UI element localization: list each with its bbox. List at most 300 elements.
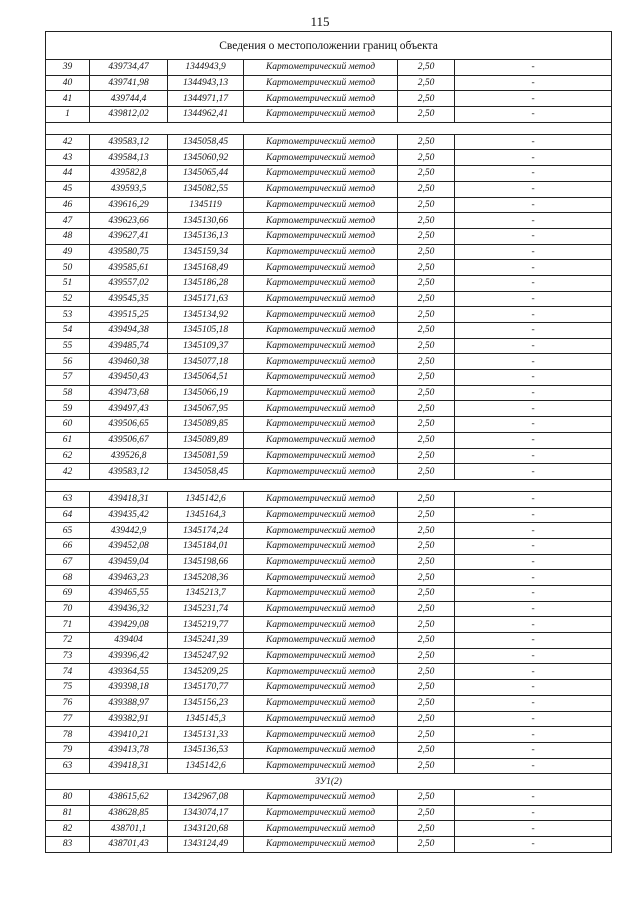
y-coordinate-cell: 1345066,19	[168, 385, 244, 401]
table-row	[46, 821, 612, 837]
description-cell: -	[455, 837, 612, 853]
method-cell: Картометрический метод	[244, 228, 398, 244]
description-cell: -	[455, 805, 612, 821]
x-coordinate-cell: 439526,8	[90, 448, 168, 464]
accuracy-cell: 2,50	[398, 244, 455, 260]
description-cell: -	[455, 680, 612, 696]
point-number-cell: 60	[46, 417, 90, 433]
table-row	[46, 448, 612, 464]
x-coordinate-cell: 439623,66	[90, 213, 168, 229]
description-cell: -	[455, 228, 612, 244]
method-cell: Картометрический метод	[244, 291, 398, 307]
method-cell: Картометрический метод	[244, 648, 398, 664]
y-coordinate-cell: 1343120,68	[168, 821, 244, 837]
x-coordinate-cell: 439545,35	[90, 291, 168, 307]
accuracy-cell: 2,50	[398, 523, 455, 539]
method-cell: Картометрический метод	[244, 805, 398, 821]
accuracy-cell: 2,50	[398, 197, 455, 213]
table-row	[46, 523, 612, 539]
y-coordinate-cell: 1345067,95	[168, 401, 244, 417]
y-coordinate-cell: 1345159,34	[168, 244, 244, 260]
point-number-cell: 45	[46, 181, 90, 197]
point-number-cell: 68	[46, 570, 90, 586]
point-number-cell: 69	[46, 586, 90, 602]
description-cell: -	[455, 401, 612, 417]
method-cell: Картометрический метод	[244, 523, 398, 539]
accuracy-cell: 2,50	[398, 134, 455, 150]
method-cell: Картометрический метод	[244, 742, 398, 758]
y-coordinate-cell: 1343074,17	[168, 805, 244, 821]
x-coordinate-cell: 439583,12	[90, 134, 168, 150]
x-coordinate-cell: 439494,38	[90, 323, 168, 339]
y-coordinate-cell: 1345130,66	[168, 213, 244, 229]
x-coordinate-cell: 439473,68	[90, 385, 168, 401]
point-number-cell: 75	[46, 680, 90, 696]
method-cell: Картометрический метод	[244, 91, 398, 107]
y-coordinate-cell: 1345219,77	[168, 617, 244, 633]
section-separator	[46, 122, 612, 134]
description-cell: -	[455, 370, 612, 386]
x-coordinate-cell: 439465,55	[90, 586, 168, 602]
x-coordinate-cell: 439593,5	[90, 181, 168, 197]
method-cell: Картометрический метод	[244, 601, 398, 617]
point-number-cell: 62	[46, 448, 90, 464]
point-number-cell: 46	[46, 197, 90, 213]
accuracy-cell: 2,50	[398, 695, 455, 711]
point-number-cell: 63	[46, 491, 90, 507]
table-row	[46, 150, 612, 166]
y-coordinate-cell: 1345082,55	[168, 181, 244, 197]
x-coordinate-cell: 439418,31	[90, 758, 168, 774]
y-coordinate-cell: 1345213,7	[168, 586, 244, 602]
description-cell: -	[455, 727, 612, 743]
point-number-cell: 50	[46, 260, 90, 276]
description-cell: -	[455, 75, 612, 91]
description-cell: -	[455, 586, 612, 602]
table-row	[46, 711, 612, 727]
point-number-cell: 72	[46, 633, 90, 649]
x-coordinate-cell: 439485,74	[90, 338, 168, 354]
y-coordinate-cell: 1344962,41	[168, 107, 244, 123]
table-row	[46, 464, 612, 480]
y-coordinate-cell: 1345058,45	[168, 464, 244, 480]
accuracy-cell: 2,50	[398, 370, 455, 386]
x-coordinate-cell: 439463,23	[90, 570, 168, 586]
x-coordinate-cell: 439436,32	[90, 601, 168, 617]
table-row	[46, 554, 612, 570]
accuracy-cell: 2,50	[398, 401, 455, 417]
x-coordinate-cell: 439582,8	[90, 166, 168, 182]
description-cell: -	[455, 291, 612, 307]
table-row	[46, 664, 612, 680]
y-coordinate-cell: 1344943,13	[168, 75, 244, 91]
y-coordinate-cell: 1345184,01	[168, 538, 244, 554]
point-number-cell: 58	[46, 385, 90, 401]
description-cell: -	[455, 417, 612, 433]
x-coordinate-cell: 439506,67	[90, 432, 168, 448]
table-row	[46, 432, 612, 448]
y-coordinate-cell: 1345186,28	[168, 275, 244, 291]
x-coordinate-cell: 439435,42	[90, 507, 168, 523]
table-row	[46, 586, 612, 602]
point-number-cell: 41	[46, 91, 90, 107]
table-row	[46, 601, 612, 617]
x-coordinate-cell: 439382,91	[90, 711, 168, 727]
y-coordinate-cell: 1345136,13	[168, 228, 244, 244]
point-number-cell: 81	[46, 805, 90, 821]
x-coordinate-cell: 439396,42	[90, 648, 168, 664]
point-number-cell: 71	[46, 617, 90, 633]
x-coordinate-cell: 439388,97	[90, 695, 168, 711]
accuracy-cell: 2,50	[398, 601, 455, 617]
y-coordinate-cell: 1345209,25	[168, 664, 244, 680]
accuracy-cell: 2,50	[398, 837, 455, 853]
x-coordinate-cell: 439497,43	[90, 401, 168, 417]
x-coordinate-cell: 438701,1	[90, 821, 168, 837]
description-cell: -	[455, 711, 612, 727]
table-row	[46, 633, 612, 649]
table-row	[46, 417, 612, 433]
x-coordinate-cell: 439418,31	[90, 491, 168, 507]
table-row	[46, 385, 612, 401]
table-row	[46, 75, 612, 91]
method-cell: Картометрический метод	[244, 166, 398, 182]
point-number-cell: 76	[46, 695, 90, 711]
method-cell: Картометрический метод	[244, 60, 398, 76]
y-coordinate-cell: 1345134,92	[168, 307, 244, 323]
point-number-cell: 59	[46, 401, 90, 417]
table-row	[46, 228, 612, 244]
accuracy-cell: 2,50	[398, 432, 455, 448]
table-title: Сведения о местоположении границ объекта	[46, 32, 612, 60]
point-number-cell: 51	[46, 275, 90, 291]
method-cell: Картометрический метод	[244, 821, 398, 837]
method-cell: Картометрический метод	[244, 385, 398, 401]
section-row	[46, 774, 612, 790]
description-cell: -	[455, 60, 612, 76]
method-cell: Картометрический метод	[244, 448, 398, 464]
point-number-cell: 74	[46, 664, 90, 680]
section-row	[46, 122, 612, 134]
description-cell: -	[455, 448, 612, 464]
method-cell: Картометрический метод	[244, 197, 398, 213]
table-row	[46, 837, 612, 853]
description-cell: -	[455, 181, 612, 197]
point-number-cell: 67	[46, 554, 90, 570]
method-cell: Картометрический метод	[244, 586, 398, 602]
description-cell: -	[455, 150, 612, 166]
method-cell: Картометрический метод	[244, 570, 398, 586]
section-row	[46, 479, 612, 491]
accuracy-cell: 2,50	[398, 260, 455, 276]
method-cell: Картометрический метод	[244, 789, 398, 805]
page-number: 115	[310, 14, 330, 29]
y-coordinate-cell: 1345241,39	[168, 633, 244, 649]
y-coordinate-cell: 1345198,66	[168, 554, 244, 570]
accuracy-cell: 2,50	[398, 805, 455, 821]
description-cell: -	[455, 91, 612, 107]
table-row	[46, 134, 612, 150]
accuracy-cell: 2,50	[398, 307, 455, 323]
table-row	[46, 491, 612, 507]
point-number-cell: 49	[46, 244, 90, 260]
x-coordinate-cell: 439584,13	[90, 150, 168, 166]
description-cell: -	[455, 107, 612, 123]
description-cell: -	[455, 554, 612, 570]
description-cell: -	[455, 821, 612, 837]
x-coordinate-cell: 439398,18	[90, 680, 168, 696]
y-coordinate-cell: 1345105,18	[168, 323, 244, 339]
y-coordinate-cell: 1345170,77	[168, 680, 244, 696]
accuracy-cell: 2,50	[398, 213, 455, 229]
table-row	[46, 617, 612, 633]
x-coordinate-cell: 439450,43	[90, 370, 168, 386]
table-row	[46, 307, 612, 323]
point-number-cell: 54	[46, 323, 90, 339]
y-coordinate-cell: 1345168,49	[168, 260, 244, 276]
y-coordinate-cell: 1345208,36	[168, 570, 244, 586]
y-coordinate-cell: 1345171,63	[168, 291, 244, 307]
point-number-cell: 80	[46, 789, 90, 805]
x-coordinate-cell: 439580,75	[90, 244, 168, 260]
y-coordinate-cell: 1345119	[168, 197, 244, 213]
accuracy-cell: 2,50	[398, 821, 455, 837]
accuracy-cell: 2,50	[398, 275, 455, 291]
table-row	[46, 291, 612, 307]
method-cell: Картометрический метод	[244, 491, 398, 507]
method-cell: Картометрический метод	[244, 401, 398, 417]
table-row	[46, 181, 612, 197]
point-number-cell: 42	[46, 134, 90, 150]
method-cell: Картометрический метод	[244, 181, 398, 197]
y-coordinate-cell: 1344971,17	[168, 91, 244, 107]
x-coordinate-cell: 439585,61	[90, 260, 168, 276]
y-coordinate-cell: 1344943,9	[168, 60, 244, 76]
point-number-cell: 65	[46, 523, 90, 539]
x-coordinate-cell: 439460,38	[90, 354, 168, 370]
x-coordinate-cell: 439459,04	[90, 554, 168, 570]
description-cell: -	[455, 432, 612, 448]
method-cell: Картометрический метод	[244, 837, 398, 853]
table-row	[46, 166, 612, 182]
x-coordinate-cell: 439404	[90, 633, 168, 649]
table-row	[46, 789, 612, 805]
table-row	[46, 354, 612, 370]
accuracy-cell: 2,50	[398, 107, 455, 123]
point-number-cell: 47	[46, 213, 90, 229]
y-coordinate-cell: 1345089,85	[168, 417, 244, 433]
method-cell: Картометрический метод	[244, 370, 398, 386]
accuracy-cell: 2,50	[398, 789, 455, 805]
point-number-cell: 61	[46, 432, 90, 448]
table-row	[46, 742, 612, 758]
x-coordinate-cell: 439744,4	[90, 91, 168, 107]
accuracy-cell: 2,50	[398, 727, 455, 743]
accuracy-cell: 2,50	[398, 648, 455, 664]
point-number-cell: 39	[46, 60, 90, 76]
accuracy-cell: 2,50	[398, 60, 455, 76]
description-cell: -	[455, 523, 612, 539]
y-coordinate-cell: 1345247,92	[168, 648, 244, 664]
table-row	[46, 197, 612, 213]
method-cell: Картометрический метод	[244, 150, 398, 166]
accuracy-cell: 2,50	[398, 385, 455, 401]
x-coordinate-cell: 438615,62	[90, 789, 168, 805]
method-cell: Картометрический метод	[244, 464, 398, 480]
method-cell: Картометрический метод	[244, 244, 398, 260]
table-row	[46, 695, 612, 711]
accuracy-cell: 2,50	[398, 228, 455, 244]
table-row	[46, 507, 612, 523]
description-cell: -	[455, 507, 612, 523]
accuracy-cell: 2,50	[398, 570, 455, 586]
accuracy-cell: 2,50	[398, 680, 455, 696]
y-coordinate-cell: 1345174,24	[168, 523, 244, 539]
accuracy-cell: 2,50	[398, 491, 455, 507]
table-row	[46, 244, 612, 260]
description-cell: -	[455, 385, 612, 401]
method-cell: Картометрический метод	[244, 680, 398, 696]
section-label: ЗУ1(2)	[46, 774, 612, 790]
table-row	[46, 91, 612, 107]
description-cell: -	[455, 197, 612, 213]
accuracy-cell: 2,50	[398, 617, 455, 633]
x-coordinate-cell: 439734,47	[90, 60, 168, 76]
x-coordinate-cell: 439741,98	[90, 75, 168, 91]
accuracy-cell: 2,50	[398, 711, 455, 727]
accuracy-cell: 2,50	[398, 664, 455, 680]
accuracy-cell: 2,50	[398, 417, 455, 433]
point-number-cell: 52	[46, 291, 90, 307]
method-cell: Картометрический метод	[244, 758, 398, 774]
table-row	[46, 648, 612, 664]
x-coordinate-cell: 439364,55	[90, 664, 168, 680]
y-coordinate-cell: 1345109,37	[168, 338, 244, 354]
description-cell: -	[455, 260, 612, 276]
y-coordinate-cell: 1345064,51	[168, 370, 244, 386]
method-cell: Картометрический метод	[244, 664, 398, 680]
y-coordinate-cell: 1345145,3	[168, 711, 244, 727]
description-cell: -	[455, 166, 612, 182]
description-cell: -	[455, 491, 612, 507]
point-number-cell: 53	[46, 307, 90, 323]
description-cell: -	[455, 307, 612, 323]
table-row	[46, 570, 612, 586]
x-coordinate-cell: 438628,85	[90, 805, 168, 821]
y-coordinate-cell: 1345058,45	[168, 134, 244, 150]
table-row	[46, 727, 612, 743]
table-row	[46, 805, 612, 821]
method-cell: Картометрический метод	[244, 323, 398, 339]
x-coordinate-cell: 438701,43	[90, 837, 168, 853]
accuracy-cell: 2,50	[398, 464, 455, 480]
point-number-cell: 78	[46, 727, 90, 743]
section-separator	[46, 479, 612, 491]
x-coordinate-cell: 439442,9	[90, 523, 168, 539]
x-coordinate-cell: 439506,65	[90, 417, 168, 433]
y-coordinate-cell: 1343124,49	[168, 837, 244, 853]
x-coordinate-cell: 439429,08	[90, 617, 168, 633]
y-coordinate-cell: 1342967,08	[168, 789, 244, 805]
x-coordinate-cell: 439812,02	[90, 107, 168, 123]
accuracy-cell: 2,50	[398, 538, 455, 554]
table-row	[46, 680, 612, 696]
method-cell: Картометрический метод	[244, 711, 398, 727]
method-cell: Картометрический метод	[244, 213, 398, 229]
x-coordinate-cell: 439627,41	[90, 228, 168, 244]
y-coordinate-cell: 1345142,6	[168, 491, 244, 507]
method-cell: Картометрический метод	[244, 75, 398, 91]
accuracy-cell: 2,50	[398, 633, 455, 649]
table-row	[46, 758, 612, 774]
point-number-cell: 66	[46, 538, 90, 554]
point-number-cell: 79	[46, 742, 90, 758]
y-coordinate-cell: 1345065,44	[168, 166, 244, 182]
accuracy-cell: 2,50	[398, 181, 455, 197]
y-coordinate-cell: 1345089,89	[168, 432, 244, 448]
description-cell: -	[455, 338, 612, 354]
accuracy-cell: 2,50	[398, 291, 455, 307]
point-number-cell: 77	[46, 711, 90, 727]
x-coordinate-cell: 439452,08	[90, 538, 168, 554]
description-cell: -	[455, 244, 612, 260]
table-row	[46, 370, 612, 386]
y-coordinate-cell: 1345081,59	[168, 448, 244, 464]
accuracy-cell: 2,50	[398, 150, 455, 166]
point-number-cell: 42	[46, 464, 90, 480]
accuracy-cell: 2,50	[398, 758, 455, 774]
description-cell: -	[455, 633, 612, 649]
y-coordinate-cell: 1345136,53	[168, 742, 244, 758]
table-row	[46, 107, 612, 123]
method-cell: Картометрический метод	[244, 727, 398, 743]
point-number-cell: 70	[46, 601, 90, 617]
y-coordinate-cell: 1345231,74	[168, 601, 244, 617]
method-cell: Картометрический метод	[244, 307, 398, 323]
table-row	[46, 60, 612, 76]
method-cell: Картометрический метод	[244, 538, 398, 554]
point-number-cell: 55	[46, 338, 90, 354]
point-number-cell: 64	[46, 507, 90, 523]
description-cell: -	[455, 742, 612, 758]
method-cell: Картометрический метод	[244, 338, 398, 354]
accuracy-cell: 2,50	[398, 586, 455, 602]
point-number-cell: 56	[46, 354, 90, 370]
point-number-cell: 44	[46, 166, 90, 182]
description-cell: -	[455, 275, 612, 291]
table-title-row	[46, 32, 612, 60]
point-number-cell: 63	[46, 758, 90, 774]
accuracy-cell: 2,50	[398, 338, 455, 354]
description-cell: -	[455, 664, 612, 680]
accuracy-cell: 2,50	[398, 448, 455, 464]
table-row	[46, 275, 612, 291]
point-number-cell: 57	[46, 370, 90, 386]
y-coordinate-cell: 1345156,23	[168, 695, 244, 711]
method-cell: Картометрический метод	[244, 417, 398, 433]
description-cell: -	[455, 570, 612, 586]
table-row	[46, 538, 612, 554]
accuracy-cell: 2,50	[398, 507, 455, 523]
description-cell: -	[455, 601, 612, 617]
description-cell: -	[455, 789, 612, 805]
method-cell: Картометрический метод	[244, 354, 398, 370]
method-cell: Картометрический метод	[244, 507, 398, 523]
accuracy-cell: 2,50	[398, 742, 455, 758]
description-cell: -	[455, 354, 612, 370]
table-row	[46, 401, 612, 417]
description-cell: -	[455, 464, 612, 480]
